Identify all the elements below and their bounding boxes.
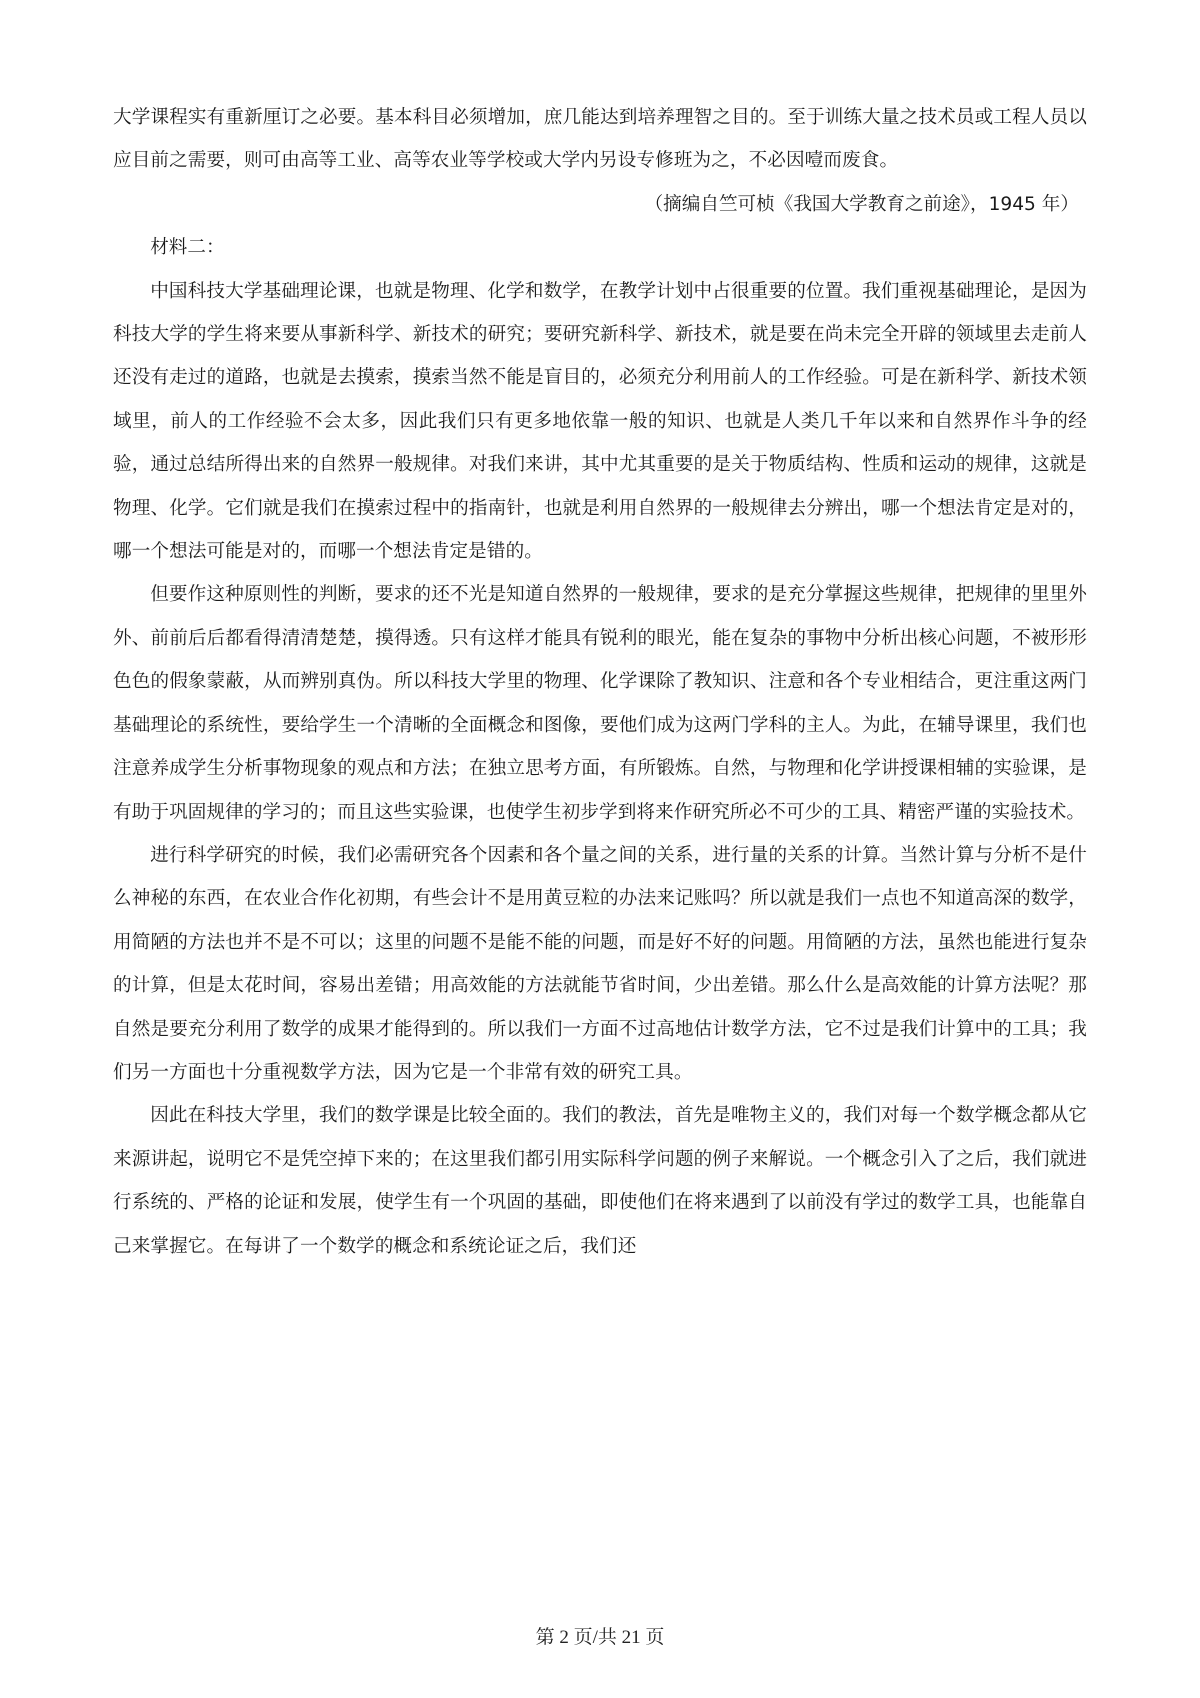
source-citation-year: 1945 — [988, 193, 1036, 215]
continuation-paragraph: 大学课程实有重新厘订之必要。基本科目必须增加，庶几能达到培养理智之目的。至于训练大量之技术员或工程人员以应目前之需要，则可由高等工业、高等农业等学校或大学内另设专修班为之，不必因噎而废食。 — [113, 107, 1087, 172]
source-citation-suffix: 年） — [1035, 193, 1079, 215]
source-citation — [113, 183, 1087, 226]
material-two-heading: 材料二： — [150, 237, 225, 259]
body-paragraph-4: 因此在科技大学里，我们的数学课是比较全面的。我们的教法，首先是唯物主义的，我们对每一个数学概念都从它来源讲起，说明它不是凭空掉下来的；在这里我们都引用实际科学问题的例子来解说。一个概念引入了之后，我们就进行系统的、严格的论证和发展，使学生有一个巩固的基础，即使他们在将来遇到了以前没有学过的数学工具，也能靠自己来掌握它。在每讲了一个数学的概念和系统论证之后，我们还 — [113, 1105, 1087, 1257]
body-paragraph-3: 进行科学研究的时候，我们必需研究各个因素和各个量之间的关系，进行量的关系的计算。当然计算与分析不是什么神秘的东西，在农业合作化初期，有些会计不是用黄豆粒的办法来记账吗？所以就是我们一点也不知道高深的数学，用简陋的方法也并不是不可以；这里的问题不是能不能的问题，而是好不好的问题。用简陋的方法，虽然也能进行复杂的计算，但是太花时间，容易出差错；用高效能的方法就能节省时间，少出差错。那么什么是高效能的计算方法呢？那自然是要充分利用了数学的成果才能得到的。所以我们一方面不过高地估计数学方法，它不过是我们计算中的工具；我们另一方面也十分重视数学方法，因为它是一个非常有效的研究工具。 — [113, 844, 1087, 1083]
page-footer: 第 2 页/共 21 页 — [535, 1627, 665, 1648]
body-paragraph-1: 中国科技大学基础理论课，也就是物理、化学和数学，在教学计划中占很重要的位置。我们重视基础理论，是因为科技大学的学生将来要从事新科学、新技术的研究；要研究新科学、新技术，就是要在尚未完全开辟的领域里去走前人还没有走过的道路，也就是去摸索，摸索当然不能是盲目的，必须充分利用前人的工作经验。可是在新科学、新技术领域里，前人的工作经验不会太多，因此我们只有更多地依靠一般的知识、也就是人类几千年以来和自然界作斗争的经验，通过总结所得出来的自然界一般规律。对我们来讲，其中尤其重要的是关于物质结构、性质和运动的规律，这就是物理、化学。它们就是我们在摸索过程中的指南针，也就是利用自然界的一般规律去分辨出，哪一个想法肯定是对的，哪一个想法可能是对的，而哪一个想法肯定是错的。 — [113, 280, 1087, 563]
document-body — [113, 96, 1087, 1268]
source-citation-text: （摘编自竺可桢《我国大学教育之前途》， — [644, 193, 989, 215]
body-paragraph-2: 但要作这种原则性的判断，要求的还不光是知道自然界的一般规律，要求的是充分掌握这些规律，把规律的里里外外、前前后后都看得清清楚楚，摸得透。只有这样才能具有锐利的眼光，能在复杂的事物中分析出核心问题，不被形形色色的假象蒙蔽，从而辨别真伪。所以科技大学里的物理、化学课除了教知识、注意和各个专业相结合，更注重这两门基础理论的系统性，要给学生一个清晰的全面概念和图像，要他们成为这两门学科的主人。为此，在辅导课里，我们也注意养成学生分析事物现象的观点和方法；在独立思考方面，有所锻炼。自然，与物理和化学讲授课相辅的实验课，是有助于巩固规律的学习的；而且这些实验课，也使学生初步学到将来作研究所必不可少的工具、精密严谨的实验技术。 — [113, 584, 1087, 823]
